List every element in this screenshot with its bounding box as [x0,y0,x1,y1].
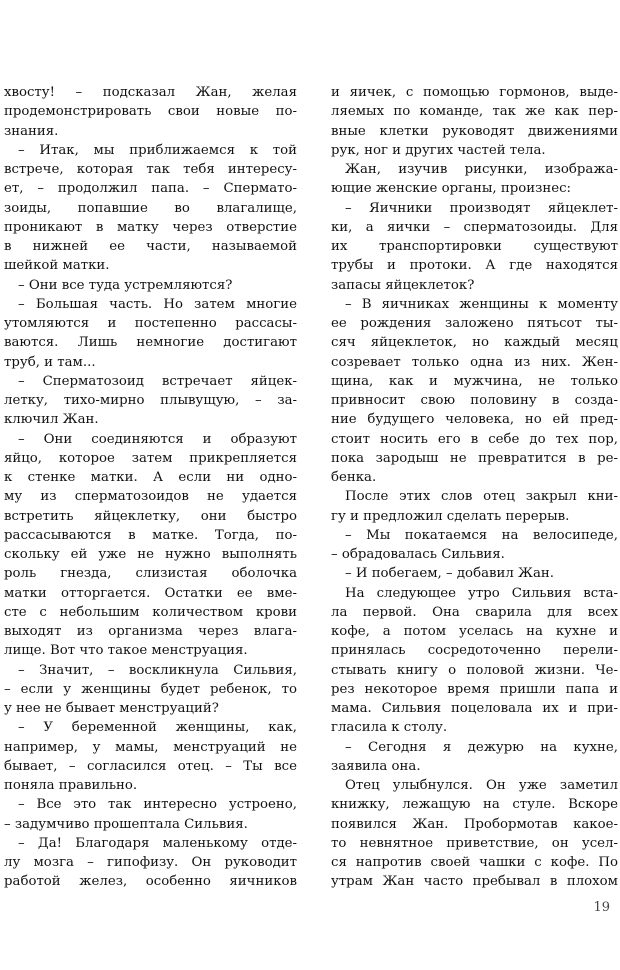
text-line: – Значит, – воскликнула Сильвия, [18,662,297,678]
text-line: к стенке матки. А если ни одно- [4,470,297,485]
text-line: ние будущего человека, но ей пред- [331,412,618,428]
text-line: – У беременной женщины, как, [18,720,297,736]
text-line: мама. Сильвия поцеловала их и при- [331,701,618,716]
text-line: После этих слов отец закрыл кни- [345,489,618,505]
text-line: труб, и там... [4,354,96,370]
text-line: лище. Вот что такое менструация. [4,643,248,659]
text-line: – Сегодня я дежурю на кухне, [345,739,618,755]
text-line: – Мы покатаемся на велосипеде, [345,527,618,543]
text-line: – задумчиво прошептала Сильвия. [4,816,248,832]
text-line: бывает, – согласился отец. – Ты все [4,758,297,774]
text-line: – Яичники производят яйцеклет- [345,200,618,216]
text-line: – И побегаем, – добавил Жан. [345,566,554,582]
text-line: щина, как и мужчина, не только [331,373,618,389]
text-line: утрам Жан часто пребывал в плохом [331,874,618,890]
text-line: ся напротив своей чашки с кофе. По [331,855,618,870]
text-line: кофе, а потом уселась на кухне и [331,624,618,639]
text-line: принялась сосредоточенно перели- [331,643,618,659]
text-line: ющие женские органы, произнес: [331,181,572,197]
text-line: ее рождения заложено пятьсот ты- [331,316,618,331]
text-line: зоиды, попавшие во влагалище, [4,200,297,216]
text-line: рассасываются в матке. Тогда, по- [4,527,297,543]
text-line: гу и предложил сделать перерыв. [331,508,570,524]
text-line: ляемых по команде, так же как пер- [331,104,618,120]
text-line: Отец улыбнулся. Он уже заметил [345,778,618,793]
text-line: ки, а яички – сперматозоиды. Для [331,219,618,235]
text-line: запасы яйцеклеток? [331,277,475,293]
text-line: сте с небольшим количеством крови [4,604,297,620]
text-line: привносит свою половину в созда- [331,393,618,408]
text-line: то невнятное приветствие, он усел- [331,835,618,851]
text-line: рез некоторое время пришли папа и [331,681,618,697]
text-line: стоит носить его в себе до тех пор, [331,431,618,447]
text-line: скольку ей уже не нужно выполнять [4,547,297,562]
text-line: книжку, лежащую на стуле. Вскоре [331,797,618,813]
text-line: – Да! Благодаря маленькому отде- [18,835,297,851]
text-line: выходят из организма через влага- [4,624,297,639]
text-line: вные клетки руководят движениями [331,123,618,139]
text-line: появился Жан. Пробормотав какое- [331,816,618,832]
right-text-column [331,83,618,892]
text-line: например, у мамы, менструаций не [4,739,297,755]
text-line: и яичек, с помощью гормонов, выде- [331,85,618,100]
text-line: – Большая часть. Но затем многие [18,296,297,312]
text-line: – Сперматозоид встречает яйцек- [18,373,297,389]
text-line: рук, ног и других частей тела. [331,142,546,158]
text-line: лу мозга – гипофизу. Он руководит [4,855,297,870]
text-line: поняла правильно. [4,778,138,793]
text-line: яйцо, которое затем прикрепляется [4,450,297,466]
text-line: бенка. [331,470,377,485]
text-line: заявила она. [331,758,421,774]
text-line: у нее не бывает менструаций? [4,701,219,716]
text-line: в нижней ее части, называемой [4,239,297,254]
text-line: – Они все туда устремляются? [18,277,233,293]
text-line: – обрадовалась Сильвия. [331,547,505,562]
text-line: сяч яйцеклеток, но каждый месяц [331,335,618,351]
text-line: продемонстрировать свои новые по- [4,104,297,120]
text-line: пока зародыш не превратится в ре- [331,450,618,466]
text-line: – Они соединяются и образуют [18,431,297,447]
text-line: ваются. Лишь немногие достигают [4,335,297,351]
text-line: их транспортировки существуют [331,239,618,254]
left-text-column [4,83,297,892]
text-line: созревает только одна из них. Жен- [331,354,618,370]
text-line: трубы и протоки. А где находятся [331,258,618,274]
text-line: гласила к столу. [331,720,448,736]
text-line: му из сперматозоидов не удается [4,489,297,505]
text-line: встрече, которая так тебя интересу- [4,162,297,177]
text-line: – Итак, мы приближаемся к той [18,142,297,158]
text-line: знания. [4,123,59,139]
text-line: хвосту! – подсказал Жан, желая [4,85,297,100]
text-line: – Все это так интересно устроено, [18,797,297,813]
text-line: – если у женщины будет ребенок, то [4,681,297,697]
text-line: матки отторгается. Остатки ее вме- [4,585,297,601]
text-line: утомляются и постепенно рассасы- [4,316,297,331]
text-line: ет, – продолжил папа. – Спермато- [4,181,297,197]
text-line: стывать книгу о половой жизни. Че- [331,662,618,678]
text-line: Жан, изучив рисунки, изобража- [345,162,618,177]
text-line: ключил Жан. [4,412,99,428]
text-line: ла первой. Она сварила для всех [331,604,618,620]
text-line: летку, тихо-мирно плывущую, – за- [4,393,297,408]
text-line: На следующее утро Сильвия вста- [345,585,618,601]
text-line: встретить яйцеклетку, они быстро [4,508,297,524]
text-line: – В яичниках женщины к моменту [345,296,618,312]
page-number: 19 [593,900,610,915]
text-line: роль гнезда, слизистая оболочка [4,566,297,582]
text-line: проникают в матку через отверстие [4,219,297,235]
text-line: работой желез, особенно яичников [4,874,297,890]
text-line: шейкой матки. [4,258,110,274]
